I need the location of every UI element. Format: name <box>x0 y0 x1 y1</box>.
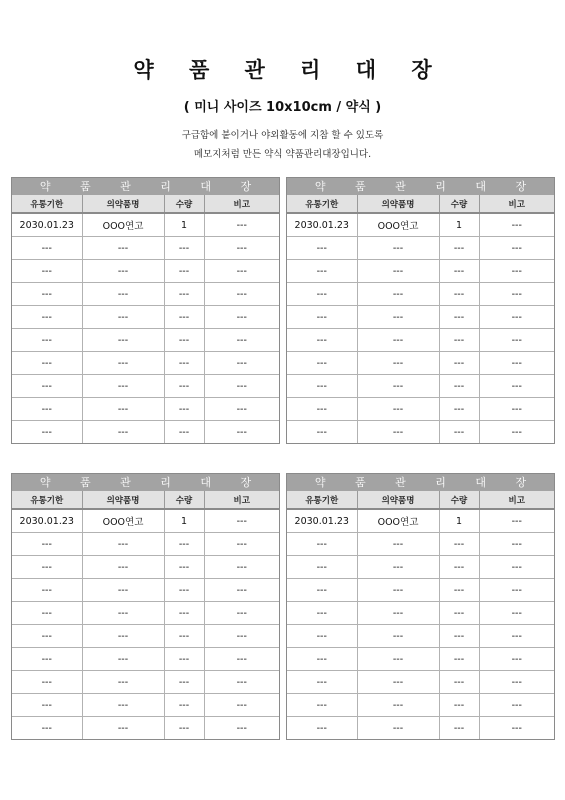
table-row <box>12 717 279 740</box>
table-cell: --- <box>439 671 479 694</box>
column-header: 의약품명 <box>357 195 439 213</box>
table-cell: --- <box>479 579 554 602</box>
ledger-card-bottom-left <box>11 473 280 740</box>
table-row <box>12 421 279 444</box>
table-cell: --- <box>12 579 82 602</box>
table-cell: --- <box>204 283 279 306</box>
table-cell: --- <box>204 213 279 237</box>
table-cell: --- <box>164 625 204 648</box>
table-cell: OOO연고 <box>357 213 439 237</box>
table-cell: --- <box>439 375 479 398</box>
table-row <box>287 579 554 602</box>
table-cell: --- <box>439 283 479 306</box>
table-cell: --- <box>479 625 554 648</box>
table-cell: --- <box>439 602 479 625</box>
table-cell: --- <box>479 306 554 329</box>
card-title: 약 품 관 리 대 장 <box>12 178 279 195</box>
table-cell: --- <box>12 421 82 444</box>
table-row <box>12 556 279 579</box>
table-cell: 2030.01.23 <box>12 213 82 237</box>
table-cell: --- <box>12 283 82 306</box>
table-cell: --- <box>479 648 554 671</box>
column-header: 수량 <box>439 195 479 213</box>
table-cell: --- <box>164 556 204 579</box>
table-cell: --- <box>287 260 357 283</box>
table-cell: --- <box>357 260 439 283</box>
table-cell: --- <box>164 421 204 444</box>
table-row <box>287 625 554 648</box>
header-row <box>12 491 279 509</box>
table-cell: 1 <box>164 213 204 237</box>
table-cell: --- <box>204 509 279 533</box>
table-row <box>287 648 554 671</box>
table-cell: --- <box>164 671 204 694</box>
table-cell: --- <box>479 237 554 260</box>
table-cell: --- <box>82 375 164 398</box>
table-row <box>287 717 554 740</box>
table-cell: --- <box>479 329 554 352</box>
table-cell: --- <box>82 648 164 671</box>
table-cell: --- <box>479 352 554 375</box>
table-row <box>287 671 554 694</box>
table-cell: --- <box>439 625 479 648</box>
table-cell: --- <box>164 648 204 671</box>
header-row <box>12 195 279 213</box>
table-cell: --- <box>287 648 357 671</box>
table-cell: --- <box>479 602 554 625</box>
table-cell: --- <box>236 426 247 438</box>
table-row <box>12 625 279 648</box>
table-cell: --- <box>439 398 479 421</box>
ledger-table <box>287 195 554 443</box>
table-cell: --- <box>511 722 522 734</box>
table-cell: --- <box>287 579 357 602</box>
table-cell: --- <box>204 648 279 671</box>
table-row <box>287 602 554 625</box>
table-cell: --- <box>82 556 164 579</box>
page-description <box>0 126 565 164</box>
table-cell: --- <box>479 509 554 533</box>
table-cell: --- <box>12 329 82 352</box>
table-cell: --- <box>12 352 82 375</box>
column-header: 수량 <box>439 491 479 509</box>
table-cell: --- <box>287 237 357 260</box>
table-row <box>287 694 554 717</box>
table-cell: --- <box>82 694 164 717</box>
table-cell: --- <box>82 237 164 260</box>
table-cell: --- <box>164 237 204 260</box>
table-cell: --- <box>82 533 164 556</box>
table-cell: --- <box>12 306 82 329</box>
table-cell: --- <box>287 283 357 306</box>
table-cell: --- <box>82 283 164 306</box>
table-cell: --- <box>82 421 164 444</box>
table-row <box>287 213 554 237</box>
table-row <box>12 306 279 329</box>
table-cell: --- <box>357 352 439 375</box>
column-header: 수량 <box>164 195 204 213</box>
table-cell: --- <box>439 306 479 329</box>
table-cell: --- <box>204 398 279 421</box>
table-cell: --- <box>439 260 479 283</box>
table-cell: 2030.01.23 <box>287 509 357 533</box>
table-cell: --- <box>82 352 164 375</box>
table-cell: --- <box>164 306 204 329</box>
description-line-1: 구급함에 붙이거나 야외활동에 지참 할 수 있도록 <box>181 130 384 141</box>
column-header: 유통기한 <box>12 195 82 213</box>
table-cell: --- <box>12 671 82 694</box>
table-cell: --- <box>357 421 439 444</box>
description-line-2: 메모지처럼 만든 약식 약품관리대장입니다. <box>193 149 372 160</box>
table-row <box>287 398 554 421</box>
table-cell: --- <box>479 283 554 306</box>
table-row <box>287 352 554 375</box>
table-row <box>12 579 279 602</box>
table-cell: --- <box>204 352 279 375</box>
table-cell: --- <box>479 533 554 556</box>
column-header: 유통기한 <box>287 491 357 509</box>
table-cell: --- <box>287 306 357 329</box>
table-cell: --- <box>287 602 357 625</box>
table-row <box>287 329 554 352</box>
table-cell: --- <box>12 602 82 625</box>
column-header: 비고 <box>204 195 279 213</box>
table-cell: --- <box>82 671 164 694</box>
table-cell: --- <box>357 625 439 648</box>
table-cell: --- <box>479 260 554 283</box>
table-cell: --- <box>439 352 479 375</box>
table-cell: --- <box>439 648 479 671</box>
table-cell: --- <box>357 648 439 671</box>
column-header: 비고 <box>204 491 279 509</box>
table-cell: --- <box>287 625 357 648</box>
header-row <box>287 491 554 509</box>
table-cell: --- <box>479 213 554 237</box>
table-row <box>287 306 554 329</box>
ledger-card-top-right <box>286 177 555 444</box>
ledger-card-bottom-right <box>286 473 555 740</box>
table-row <box>12 533 279 556</box>
table-cell: --- <box>287 556 357 579</box>
table-row <box>12 648 279 671</box>
table-cell: --- <box>357 237 439 260</box>
table-cell: 1 <box>164 509 204 533</box>
table-cell: --- <box>204 625 279 648</box>
table-cell: --- <box>164 352 204 375</box>
table-cell: --- <box>287 533 357 556</box>
table-row <box>287 237 554 260</box>
table-cell: --- <box>357 717 439 740</box>
table-cell: --- <box>12 648 82 671</box>
table-cell: --- <box>204 237 279 260</box>
table-row <box>12 375 279 398</box>
ledger-table <box>287 491 554 739</box>
table-cell: --- <box>12 533 82 556</box>
column-header: 의약품명 <box>82 195 164 213</box>
column-header: 유통기한 <box>12 491 82 509</box>
table-cell: --- <box>164 694 204 717</box>
table-row <box>12 602 279 625</box>
table-cell: --- <box>82 260 164 283</box>
table-cell: --- <box>82 717 164 740</box>
table-cell: --- <box>287 329 357 352</box>
table-cell: --- <box>439 556 479 579</box>
table-row <box>287 375 554 398</box>
table-cell: --- <box>439 579 479 602</box>
table-cell: --- <box>12 237 82 260</box>
header-row <box>287 195 554 213</box>
column-header: 의약품명 <box>82 491 164 509</box>
table-cell: --- <box>287 398 357 421</box>
table-cell: --- <box>82 602 164 625</box>
ledger-table <box>12 195 279 443</box>
table-cell: --- <box>82 625 164 648</box>
table-cell: --- <box>164 579 204 602</box>
table-cell: OOO연고 <box>82 213 164 237</box>
column-header: 비고 <box>479 195 554 213</box>
table-cell: --- <box>236 722 247 734</box>
table-cell: --- <box>439 717 479 740</box>
table-cell: --- <box>357 375 439 398</box>
table-cell: --- <box>204 329 279 352</box>
table-cell: --- <box>479 375 554 398</box>
table-cell: --- <box>287 421 357 444</box>
table-cell: --- <box>204 260 279 283</box>
table-cell: --- <box>479 671 554 694</box>
page-title: 약 품 관 리 대 장 <box>133 58 446 82</box>
table-cell: --- <box>357 556 439 579</box>
table-cell: --- <box>204 671 279 694</box>
table-cell: --- <box>204 694 279 717</box>
table-cell: --- <box>164 602 204 625</box>
column-header: 의약품명 <box>357 491 439 509</box>
table-cell: --- <box>164 375 204 398</box>
table-cell: --- <box>12 260 82 283</box>
table-cell: 1 <box>439 213 479 237</box>
column-header: 비고 <box>479 491 554 509</box>
table-cell: --- <box>287 694 357 717</box>
table-row <box>287 260 554 283</box>
table-cell: --- <box>12 398 82 421</box>
table-cell: --- <box>12 556 82 579</box>
table-cell: --- <box>287 352 357 375</box>
table-cell: --- <box>82 579 164 602</box>
table-cell: --- <box>287 671 357 694</box>
table-row <box>12 329 279 352</box>
table-cell: 1 <box>439 509 479 533</box>
table-cell: --- <box>82 398 164 421</box>
card-title: 약 품 관 리 대 장 <box>12 474 279 491</box>
ledger-table <box>12 491 279 739</box>
table-row <box>12 352 279 375</box>
table-cell: --- <box>204 602 279 625</box>
table-cell: --- <box>82 329 164 352</box>
table-cell: --- <box>511 426 522 438</box>
table-cell: --- <box>12 625 82 648</box>
table-cell: --- <box>357 694 439 717</box>
table-cell: --- <box>479 398 554 421</box>
table-cell: --- <box>164 329 204 352</box>
table-cell: --- <box>204 556 279 579</box>
table-row <box>12 237 279 260</box>
table-cell: --- <box>439 421 479 444</box>
table-cell: --- <box>12 694 82 717</box>
table-row <box>287 421 554 444</box>
table-cell: --- <box>164 717 204 740</box>
table-cell: OOO연고 <box>357 509 439 533</box>
table-cell: 2030.01.23 <box>12 509 82 533</box>
table-row <box>12 398 279 421</box>
table-cell: --- <box>357 533 439 556</box>
table-cell: --- <box>287 375 357 398</box>
table-cell: --- <box>357 329 439 352</box>
table-cell: --- <box>439 237 479 260</box>
table-cell: --- <box>357 398 439 421</box>
table-cell: --- <box>357 602 439 625</box>
table-cell: --- <box>164 260 204 283</box>
table-cell: --- <box>164 398 204 421</box>
table-row <box>12 694 279 717</box>
table-cell: --- <box>204 375 279 398</box>
table-cell: 2030.01.23 <box>287 213 357 237</box>
table-row <box>12 509 279 533</box>
table-cell: --- <box>439 694 479 717</box>
table-row <box>287 556 554 579</box>
table-cell: --- <box>164 283 204 306</box>
page-subtitle: ( 미니 사이즈 10x10cm / 약식 ) <box>183 100 382 115</box>
ledger-card-top-left <box>11 177 280 444</box>
table-cell: OOO연고 <box>82 509 164 533</box>
table-row <box>287 509 554 533</box>
table-cell: --- <box>479 556 554 579</box>
column-header: 유통기한 <box>287 195 357 213</box>
card-title: 약 품 관 리 대 장 <box>287 178 554 195</box>
table-cell: --- <box>357 283 439 306</box>
table-row <box>12 283 279 306</box>
table-cell: --- <box>12 375 82 398</box>
table-cell: --- <box>12 717 82 740</box>
table-cell: --- <box>204 533 279 556</box>
column-header: 수량 <box>164 491 204 509</box>
table-cell: --- <box>204 306 279 329</box>
table-cell: --- <box>287 717 357 740</box>
table-cell: --- <box>439 329 479 352</box>
table-cell: --- <box>82 306 164 329</box>
table-row <box>287 533 554 556</box>
table-row <box>12 671 279 694</box>
table-row <box>12 260 279 283</box>
card-title: 약 품 관 리 대 장 <box>287 474 554 491</box>
table-cell: --- <box>357 671 439 694</box>
table-row <box>287 283 554 306</box>
table-row <box>12 213 279 237</box>
table-cell: --- <box>479 694 554 717</box>
table-cell: --- <box>439 533 479 556</box>
table-cell: --- <box>164 533 204 556</box>
table-cell: --- <box>357 306 439 329</box>
table-cell: --- <box>357 579 439 602</box>
table-cell: --- <box>204 579 279 602</box>
